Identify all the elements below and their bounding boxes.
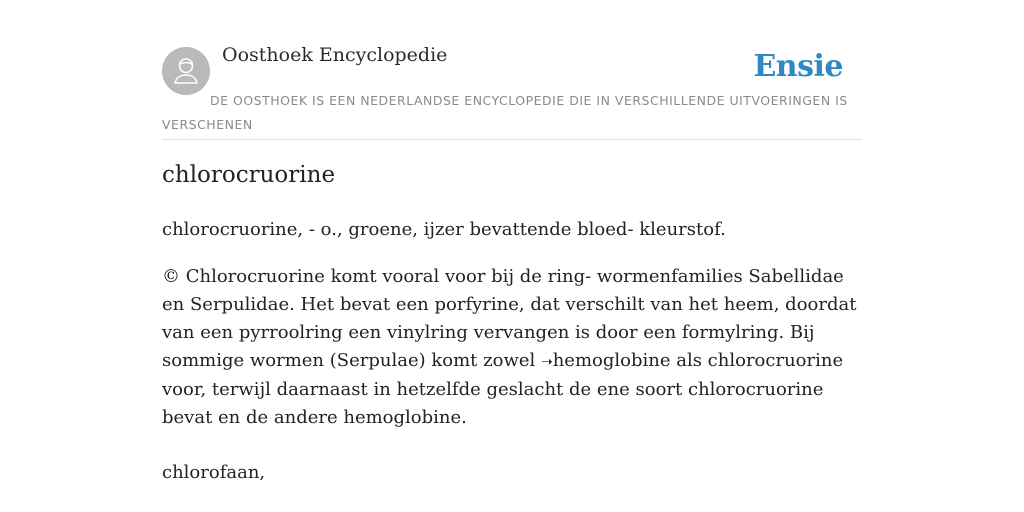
source-header	[162, 0, 862, 140]
article-definition: chlorocruorine, - o., groene, ijzer bevattende bloed- kleurstof.	[162, 219, 726, 240]
article-body	[162, 263, 862, 432]
next-entry-link[interactable]: chlorofaan,	[162, 462, 266, 483]
page	[162, 0, 862, 483]
hemoglobine-link[interactable]	[541, 350, 671, 371]
source-name-link[interactable]: Oosthoek Encyclopedie	[222, 44, 448, 66]
brand-logo-link[interactable]: Ensie	[753, 49, 843, 84]
user-icon[interactable]	[162, 47, 210, 95]
article-title: chlorocruorine	[162, 162, 336, 188]
body-text-after-link: als chlorocruorine voor, terwijl daarnaast in hetzelfde geslacht de ene soort chlorocruorine bevat en de andere hemoglobine.	[162, 350, 844, 428]
source-tagline: DE OOSTHOEK IS EEN NEDERLANDSE ENCYCLOPEDIE DIE IN VERSCHILLENDE UITVOERINGEN IS VERSCHENEN	[162, 93, 848, 132]
hemoglobine-link-label: hemoglobine	[552, 350, 671, 371]
arrow-right-icon: ➝	[540, 354, 553, 370]
body-text-before-link: © Chlorocruorine komt vooral voor bij de ring- wormenfamilies Sabellidae en Serpulidae. Het bevat een porfyrine, dat verschilt van het heem, doordat van een pyrroolring een vinylring vervangen is door een formylring. Bij sommige wormen (Serpulae) komt zowel	[162, 266, 857, 371]
